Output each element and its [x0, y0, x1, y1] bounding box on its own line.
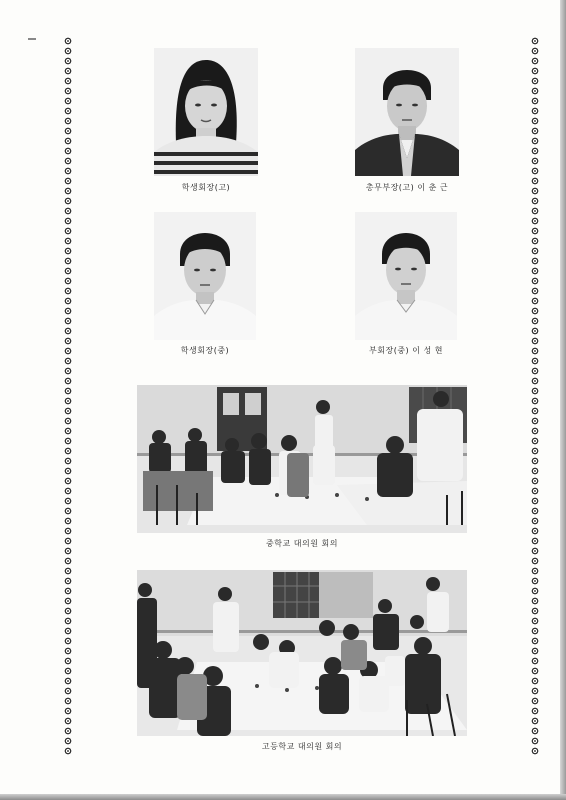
- portrait-president-middle: [154, 212, 256, 340]
- portrait-president-high: [154, 48, 258, 176]
- page-edge: [560, 0, 566, 800]
- portrait-vice-president-middle: [355, 212, 457, 340]
- photo-high-school-meeting: [137, 570, 467, 736]
- caption-general-affairs-high: 총무부장(고) 이 춘 근: [365, 183, 449, 192]
- decorative-border-right: [530, 36, 540, 756]
- page-edge: [0, 794, 566, 800]
- caption-high-school-meeting: 고등학교 대의원 회의: [261, 742, 343, 751]
- caption-middle-school-meeting: 중학교 대의원 회의: [266, 539, 338, 548]
- decorative-border-left: [63, 36, 73, 756]
- portrait-general-affairs-high: [355, 48, 459, 176]
- scan-mark: [28, 38, 36, 40]
- caption-president-middle: 학생회장(중): [180, 346, 230, 355]
- caption-vice-president-middle: 부회장(중) 이 성 현: [369, 346, 443, 355]
- caption-president-high: 학생회장(고): [181, 183, 231, 192]
- photo-middle-school-meeting: [137, 385, 467, 533]
